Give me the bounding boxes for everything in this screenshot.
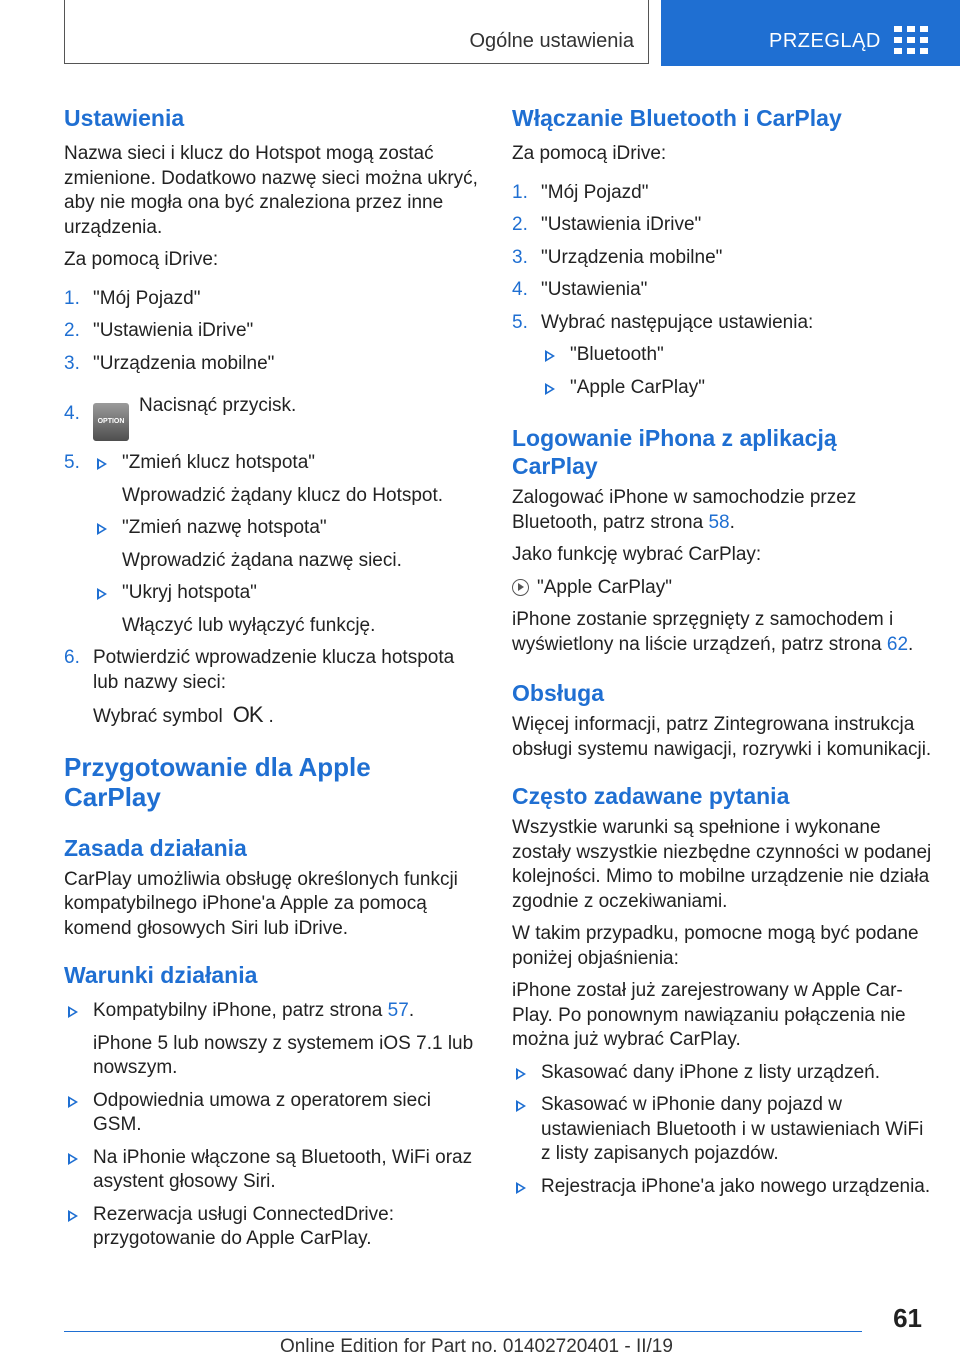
sub-item: [541, 343, 932, 368]
triangle-bullet-icon: [545, 383, 555, 395]
sub-item-detail: Wprowadzić żądana nazwę sieci.: [122, 549, 402, 571]
bt-intro: Za pomocą iDrive:: [512, 143, 667, 164]
login-func: Jako funkcję wybrać CarPlay:: [512, 544, 762, 565]
sub-item: [541, 376, 932, 401]
section-title: Ogólne ustawienia: [469, 30, 634, 52]
step-item: [512, 213, 932, 238]
page-link[interactable]: 62: [886, 633, 909, 655]
condition-suffix: .: [408, 1000, 415, 1021]
step-number: 4.: [512, 279, 528, 300]
step-text: Wybrać następujące ustawienia:: [541, 311, 814, 333]
list-item: [64, 999, 484, 1081]
sub-item-label: "Zmień nazwę hotspota": [122, 517, 327, 538]
step-text: "Urządzenia mobilne": [93, 352, 275, 374]
carplay-heading: Przygotowanie dla Apple CarPlay: [64, 751, 371, 812]
step-number: 2.: [512, 214, 528, 235]
operation-text: Więcej informacji, patrz Zintegrowana instrukcja obsługi systemu nawigacji, rozrywki i komunikacji.: [512, 714, 932, 760]
login-item: [512, 576, 932, 601]
step-text: Potwierdzić wprowadzenie klucza hotspota lub nazwy sieci:: [93, 647, 455, 693]
login-result: [512, 608, 932, 657]
sub-item: [93, 581, 484, 638]
faq-heading: Często zadawane pytania: [512, 783, 790, 809]
login-result-suffix: .: [908, 633, 914, 655]
list-item: [512, 1061, 932, 1086]
step-number: 5.: [64, 452, 80, 473]
faq-text: iPhone został już zarejestrowany w Apple Car-Play. Po ponownym nawiązaniu połączenia nie można już wybrać CarPlay.: [512, 980, 906, 1050]
condition-text: Na iPhonie włączone są Bluetooth, WiFi oraz asystent głosowy Siri.: [93, 1146, 473, 1192]
step-text: "Mój Pojazd": [93, 287, 201, 309]
conditions-heading: Warunki działania: [64, 962, 258, 988]
triangle-bullet-icon: [68, 1153, 78, 1165]
faq-item-text: Skasować w iPhonie dany pojazd w ustawieniach Bluetooth i w ustawieniach WiFi z listy zapisanych pojazdów.: [541, 1094, 924, 1164]
triangle-bullet-icon: [516, 1068, 526, 1080]
step-text: "Mój Pojazd": [541, 181, 649, 203]
triangle-bullet-icon: [68, 1210, 78, 1222]
sub-item-label: "Bluetooth": [570, 344, 664, 365]
sub-item-label: "Apple CarPlay": [570, 376, 705, 398]
sub-item-label: "Zmień klucz hotspota": [122, 452, 316, 473]
step-item: [512, 246, 932, 271]
condition-text: Rezerwacja usługi ConnectedDrive: przygotowanie do Apple CarPlay.: [93, 1203, 394, 1249]
operation-heading: Obsługa: [512, 680, 605, 706]
step-number: 1.: [64, 287, 80, 309]
step-text: Nacisnąć przycisk.: [139, 395, 297, 416]
step-text: "Ustawienia iDrive": [541, 214, 702, 235]
condition-detail: iPhone 5 lub nowszy z systemem iOS 7.1 lub nowszym.: [93, 1032, 474, 1078]
step-number: 2.: [64, 320, 80, 341]
list-item: [64, 1089, 484, 1138]
triangle-bullet-icon: [97, 588, 107, 600]
step-number: 4.: [64, 403, 80, 424]
faq-text: W takim przypadku, pomocne mogą być podane poniżej objaśnienia:: [512, 923, 919, 969]
sub-item: [93, 516, 484, 573]
edition-text: Online Edition for Part no. 01402720401 - II/19: [280, 1336, 673, 1357]
triangle-bullet-icon: [516, 1182, 526, 1194]
login-suffix: .: [729, 511, 735, 533]
list-item: [512, 1093, 932, 1167]
list-item: [64, 1146, 484, 1195]
settings-intro: Nazwa sieci i klucz do Hotspot mogą zostać zmienione. Dodatkowo nazwę sieci można ukryć, aby nie mogła ona być znaleziona przez inne urządzenia.: [64, 143, 478, 238]
faq-item-text: Skasować dany iPhone z listy urządzeń.: [541, 1061, 881, 1083]
step-detail: [93, 703, 484, 730]
right-column: [512, 100, 932, 1199]
section-tab[interactable]: [64, 0, 649, 64]
step-detail-suffix: .: [268, 706, 274, 727]
login-result-body: iPhone zostanie sprzęgnięty z samochodem i wyświetlony na liście urządzeń, patrz strona: [512, 609, 894, 655]
left-column: [64, 100, 484, 1252]
step-number: 3.: [512, 246, 528, 268]
page-link[interactable]: 57: [387, 1000, 409, 1021]
step-item: [64, 646, 484, 730]
login-text-body: Zalogować iPhone w samochodzie przez Bluetooth, patrz strona: [512, 487, 857, 533]
triangle-bullet-icon: [516, 1100, 526, 1112]
grid-icon: [894, 26, 928, 54]
condition-text: Odpowiednia umowa z operatorem sieci GSM.: [93, 1089, 431, 1135]
list-item: [512, 1175, 932, 1200]
bt-steps: [512, 181, 932, 401]
step-item: [512, 181, 932, 206]
step-number: 6.: [64, 647, 80, 668]
condition-text: Kompatybilny iPhone, patrz strona: [93, 1000, 383, 1021]
triangle-bullet-icon: [97, 523, 107, 535]
list-item: [64, 1203, 484, 1252]
play-circle-icon: [512, 579, 529, 596]
login-heading: Logowanie iPhona z aplikacją CarPlay: [512, 425, 837, 479]
page-link[interactable]: 58: [708, 511, 730, 533]
step-number: 5.: [512, 311, 528, 333]
sub-item-detail: Włączyć lub wyłączyć funkcję.: [122, 614, 376, 636]
option-button-icon: OPTION: [93, 403, 129, 441]
login-text: [512, 486, 932, 535]
footer-divider: [64, 1331, 862, 1332]
step-item: [512, 278, 932, 303]
principle-text: CarPlay umożliwia obsługę określonych funkcji kompatybilnego iPhone'a Apple za pomocą komend głosowych Siri lub iDrive.: [64, 868, 458, 939]
bt-heading: Włączanie Bluetooth i CarPlay: [512, 105, 842, 131]
step-item: [64, 352, 484, 377]
step-item: [64, 319, 484, 344]
step-item: [512, 311, 932, 401]
triangle-bullet-icon: [68, 1096, 78, 1108]
settings-steps: [64, 287, 484, 730]
overview-label: PRZEGLĄD: [769, 30, 881, 52]
ok-symbol: OK: [232, 702, 263, 727]
idrive-intro: Za pomocą iDrive:: [64, 249, 219, 270]
overview-button[interactable]: [661, 0, 960, 66]
principle-heading: Zasada działania: [64, 834, 247, 861]
page-number: 61: [893, 1303, 922, 1333]
sub-item-label: "Ukryj hotspota": [122, 582, 257, 603]
triangle-bullet-icon: [545, 350, 555, 362]
step-detail-prefix: Wybrać symbol: [93, 706, 223, 727]
settings-heading: Ustawienia: [64, 105, 185, 131]
faq-item-text: Rejestracja iPhone'a jako nowego urządzenia.: [541, 1175, 931, 1197]
step-number: 1.: [512, 181, 528, 203]
sub-item: [93, 451, 484, 508]
step-item: [64, 451, 484, 638]
step-text: "Ustawienia": [541, 279, 648, 300]
login-item-label: "Apple CarPlay": [537, 576, 672, 598]
page-header: [0, 0, 960, 66]
step-text: "Urządzenia mobilne": [541, 246, 723, 268]
step-item: [64, 388, 484, 441]
faq-list: [512, 1061, 932, 1200]
faq-text: Wszystkie warunki są spełnione i wykonane zostały wszystkie niezbędne czynności w podanej kolejności. Mimo to mobilne urządzenie nie działa zgodnie z oczekiwaniami.: [512, 817, 932, 912]
sub-item-detail: Wprowadzić żądany klucz do Hotspot.: [122, 484, 444, 506]
triangle-bullet-icon: [68, 1006, 78, 1018]
triangle-bullet-icon: [97, 458, 107, 470]
conditions-list: [64, 999, 484, 1252]
step-number: 3.: [64, 352, 80, 374]
step-item: [64, 287, 484, 312]
step-text: "Ustawienia iDrive": [93, 320, 254, 341]
